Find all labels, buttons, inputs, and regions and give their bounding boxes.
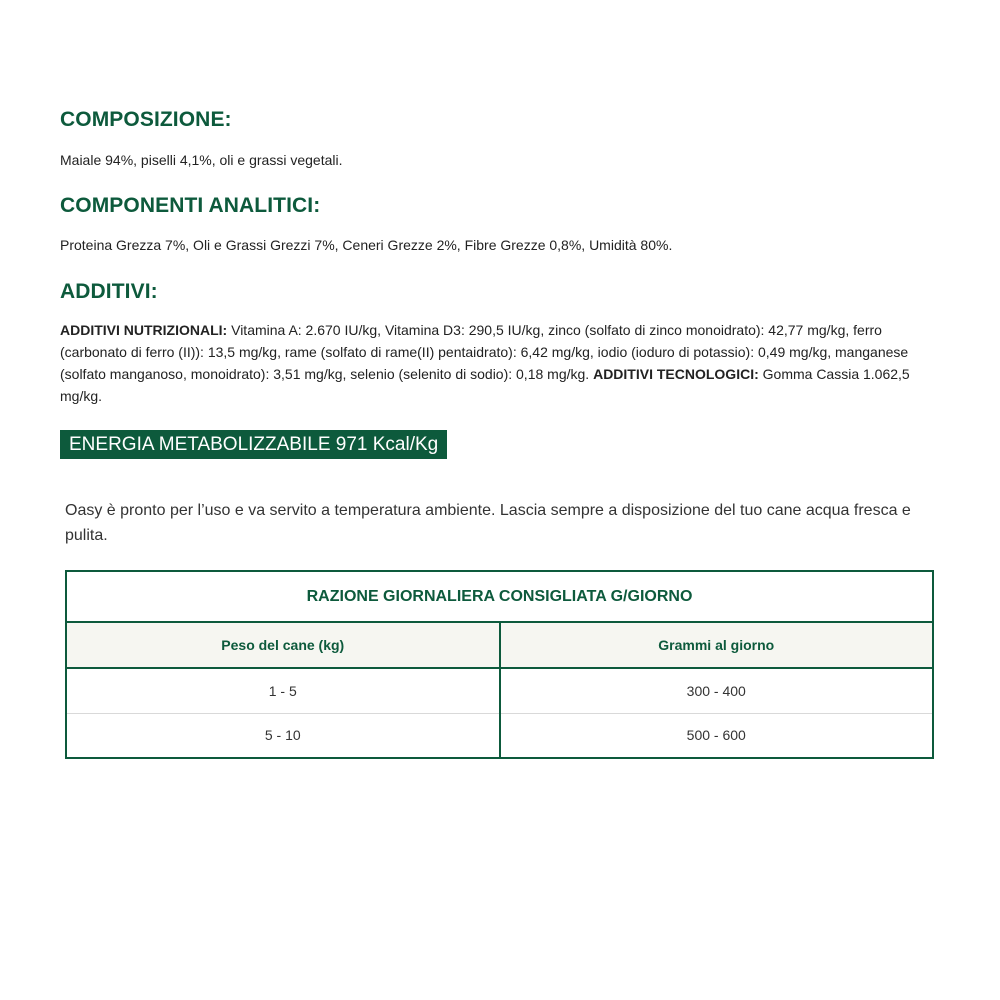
additives-heading: ADDITIVI: (60, 280, 158, 303)
analytical-text: Proteina Grezza 7%, Oli e Grassi Grezzi 7%, Ceneri Grezze 2%, Fibre Grezze 0,8%, Umidità 80%. (60, 237, 673, 253)
dog-weight-cell: 5 - 10 (66, 713, 500, 758)
column-header-dog-weight: Peso del cane (kg) (66, 622, 500, 668)
dog-weight-cell: 1 - 5 (268, 682, 297, 699)
composition-heading: COMPOSIZIONE: (60, 108, 232, 131)
technological-additives-text: Gomma Cassia 1.062,5 mg/kg. (60, 366, 910, 404)
additives-text (60, 319, 940, 407)
serving-instructions: Oasy è pronto per l’uso e va servito a temperatura ambiente. Lascia sempre a disposizione del tuo cane acqua fresca e pulita. (65, 502, 911, 544)
table-row (66, 668, 933, 713)
column-header-grams-per-day: Grammi al giorno (500, 622, 934, 668)
grams-per-day-cell: 300 - 400 (500, 668, 934, 713)
composition-text: Maiale 94%, piselli 4,1%, oli e grassi vegetali. (60, 152, 343, 168)
table-row (66, 713, 933, 758)
technological-additives-label: ADDITIVI TECNOLOGICI: (593, 366, 759, 382)
nutritional-additives-label: ADDITIVI NUTRIZIONALI: (60, 322, 228, 338)
analytical-heading: COMPONENTI ANALITICI: (60, 194, 321, 217)
daily-ration-table (65, 570, 934, 759)
energy-banner: ENERGIA METABOLIZZABILE 971 Kcal/Kg (60, 430, 447, 459)
nutritional-additives-text: Vitamina A: 2.670 IU/kg, Vitamina D3: 290,5 IU/kg, zinco (solfato di zinco monoidrato): 42,77 mg/kg, ferro (carbonato di ferro (II)): 13,5 mg/kg, rame (solfato di rame(II) pentaidrato): 6,42 mg/kg, iodio (ioduro di potassio): 0,49 mg/kg, manganese (solfato manganoso, monoidrato): 3,51 mg/kg, selenio (selenito di sodio): 0,18 mg/kg. (60, 322, 909, 382)
grams-per-day-cell: 500 - 600 (500, 713, 934, 758)
ration-table-title: RAZIONE GIORNALIERA CONSIGLIATA G/GIORNO (66, 571, 933, 622)
